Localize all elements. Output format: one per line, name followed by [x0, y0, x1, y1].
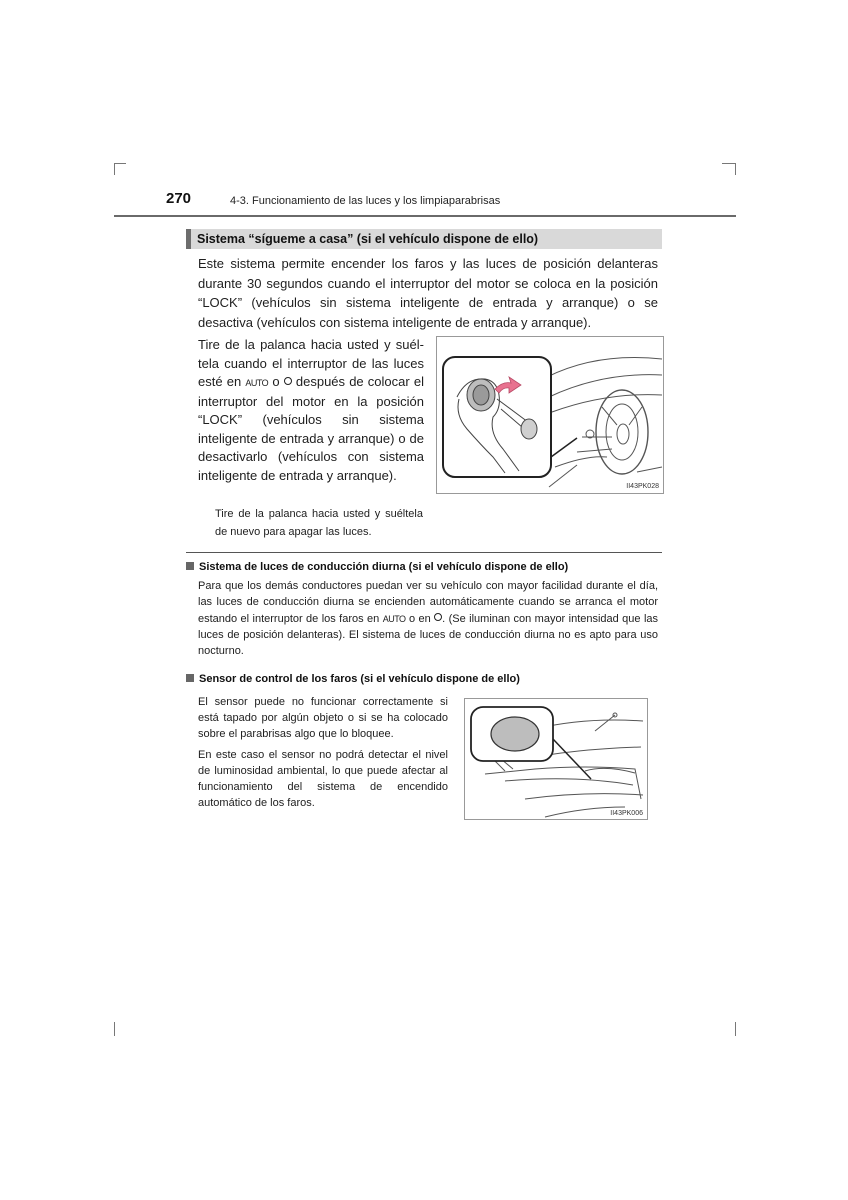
- headlight-on-icon: [284, 377, 292, 385]
- daytime-lights-text: [198, 578, 658, 659]
- auto-icon: AUTO: [382, 613, 406, 624]
- sensor-text: [198, 694, 448, 811]
- section-divider: [186, 552, 662, 553]
- sensor-heading: [186, 673, 520, 685]
- crop-mark-bottom-left: [114, 1022, 115, 1036]
- sensor-illustration: [464, 698, 648, 820]
- crop-mark-top-left-h: [114, 163, 126, 164]
- crop-mark-bottom-right: [735, 1022, 736, 1036]
- section-heading-accent: [186, 229, 191, 249]
- crop-mark-top-left-v: [114, 163, 115, 175]
- lever-illustration-drawing: [437, 337, 663, 493]
- follow-me-home-instruction: [198, 336, 424, 485]
- instruction-part-b: después de colocar el interruptor del motor en la posición “LOCK” (vehículos sin sistema inteligente de entrada y arranque) o de desactivarlo (vehículos con sistema inteligente de entrada y arranque).: [198, 374, 424, 483]
- section-heading-bar: [186, 229, 662, 249]
- daytime-lights-connector: o en: [408, 612, 431, 625]
- follow-me-home-intro: Este sistema permite encender los faros y las luces de posición delanteras durante 30 segundos cuando el interruptor del motor se coloca en la posición “LOCK” (vehículos sin sistema inteligente de entrada y arranque) o se desactiva (vehículos con sistema inteligente de entrada y arranque).: [198, 256, 658, 330]
- headlight-on-icon: [434, 613, 442, 621]
- sensor-title: Sensor de control de los faros (si el vehículo dispone de ello): [199, 673, 520, 685]
- instruction-part-a: Tire de la palanca hacia usted y suéltela cuando el interruptor de las luces esté en: [198, 337, 424, 389]
- crop-mark-top-right-h: [722, 163, 735, 164]
- figure-code-1: II43PK028: [626, 483, 659, 490]
- instruction-connector: o: [272, 374, 280, 389]
- daytime-lights-heading: [186, 561, 568, 573]
- figure-code-2: II43PK006: [610, 810, 643, 817]
- auto-icon: AUTO: [245, 378, 269, 388]
- daytime-lights-title: Sistema de luces de conducción diurna (si el vehículo dispone de ello): [199, 561, 569, 573]
- sensor-illustration-drawing: [465, 699, 647, 819]
- page-number: 270: [166, 190, 192, 207]
- header-rule: [114, 215, 736, 217]
- daytime-lights-text-a: Para que los demás conductores puedan ver su vehículo con mayor facilidad durante el día, las luces de conducción diurna se encienden automáticamente cuando se arranca el motor estando el interruptor de los faros en: [198, 580, 658, 625]
- crop-mark-top-right-v: [735, 163, 736, 175]
- daytime-lights-text-b: . (Se iluminan con mayor intensidad que las luces de posición delanteras). El sistema de luces de conducción diurna no es apto para uso nocturno.: [198, 612, 659, 658]
- header-section-title: 4-3. Funcionamiento de las luces y los limpiaparabrisas: [230, 195, 501, 207]
- sensor-paragraph-2: En este caso el sensor no podrá detectar el nivel de luminosidad ambiental, lo que puede afectar al funcionamiento del sistema de encendido automático de los faros.: [198, 749, 448, 809]
- sensor-paragraph-1: El sensor puede no funcionar correctamente si está tapado por algún objeto o si se ha colocado sobre el parabrisas algo que lo bloquee.: [198, 696, 448, 740]
- square-bullet-icon: [186, 562, 194, 570]
- section-heading-follow-me-home: Sistema “sígueme a casa” (si el vehículo dispone de ello): [197, 232, 539, 246]
- follow-me-home-note: Tire de la palanca hacia usted y suéltela de nuevo para apagar las luces.: [215, 508, 423, 538]
- lever-illustration: [436, 336, 664, 494]
- square-bullet-icon: [186, 674, 194, 682]
